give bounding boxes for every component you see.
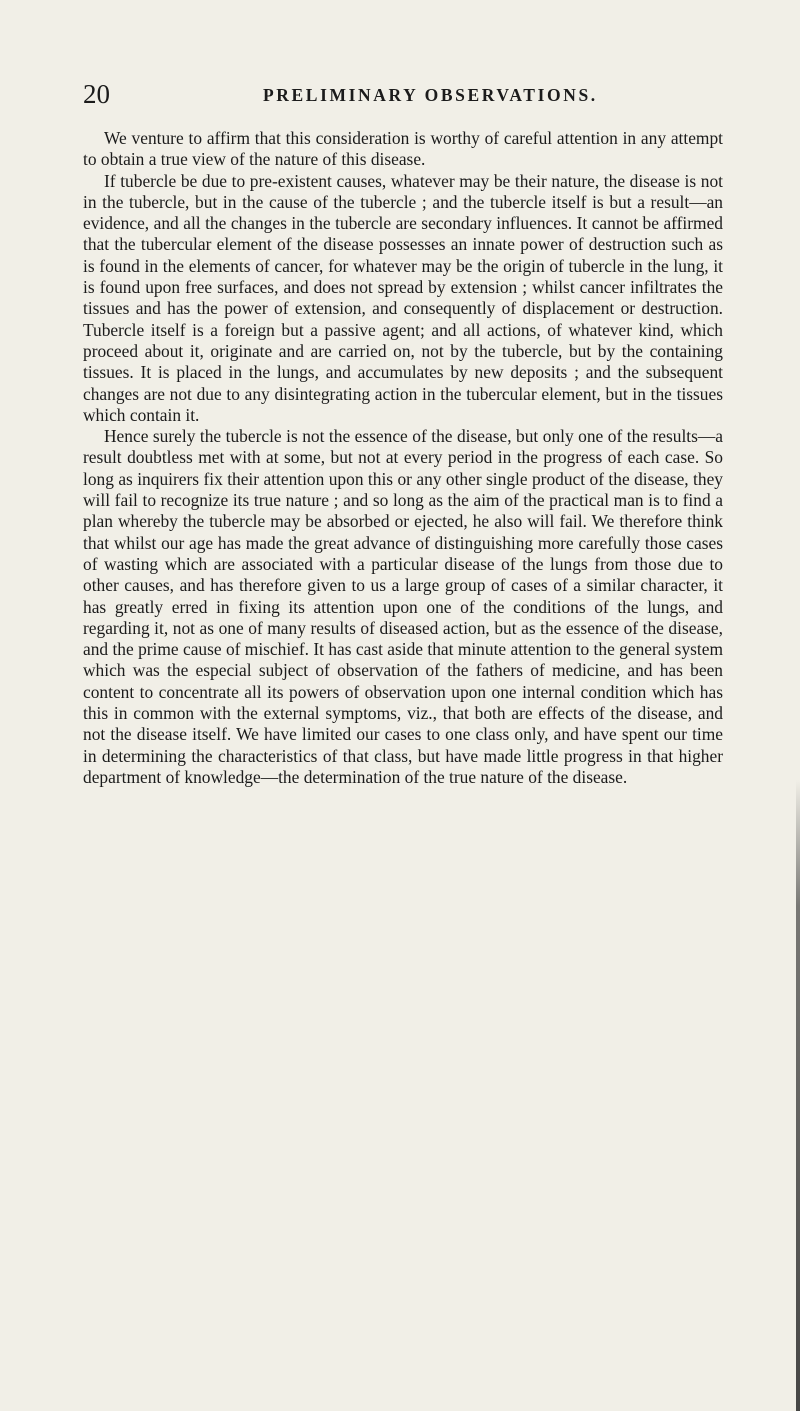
paragraph-1: We venture to affirm that this consideration is worthy of careful attention in any attempt to obtain a true view of the nature of this disease. <box>83 128 723 170</box>
page-header <box>83 78 723 110</box>
body-text <box>83 128 723 788</box>
page-number: 20 <box>83 79 110 109</box>
paragraph-2: If tubercle be due to pre-existent causes, whatever may be their nature, the disease is not in the tubercle, but in the cause of the tubercle ; and the tubercle itself is but a result—an evidence, and all the changes in the tubercle are secondary influences. It cannot be affirmed that the tubercular element of the disease possesses an innate power of destruction such as is found in the elements of cancer, for whatever may be the origin of tubercle in the lung, it is found upon free surfaces, and does not spread by extension ; whilst cancer infiltrates the tissues and has the power of extension, and consequently of displacement or destruction. Tubercle itself is a foreign but a passive agent; and all actions, of whatever kind, which proceed about it, originate and are carried on, not by the tubercle, but by the containing tissues. It is placed in the lungs, and accumulates by new deposits ; and the subsequent changes are not due to any disintegrating action in the tubercular element, but in the tissues which contain it. <box>83 170 723 425</box>
page-edge-shadow <box>796 780 800 1411</box>
running-head: PRELIMINARY OBSERVATIONS. <box>263 85 598 105</box>
paragraph-3: Hence surely the tubercle is not the essence of the disease, but only one of the results—a result doubtless met with at some, but not at every period in the progress of each case. So long as inquirers fix their attention upon this or any other single product of the disease, they will fail to recognize its true nature ; and so long as the aim of the practical man is to find a plan whereby the tubercle may be absorbed or ejected, he also will fail. We therefore think that whilst our age has made the great advance of distinguishing more carefully those cases of wasting which are associated with a particular disease of the lungs from those due to other causes, and has therefore given to us a large group of cases of a similar character, it has greatly erred in fixing its attention upon one of the conditions of the lungs, and regarding it, not as one of many results of diseased action, but as the essence of the disease, and the prime cause of mischief. It has cast aside that minute attention to the general system which was the especial subject of observation of the fathers of medicine, and has been content to concentrate all its powers of observation upon one internal condition which has this in common with the external symptoms, viz., that both are effects of the disease, and not the disease itself. We have limited our cases to one class only, and have spent our time in determining the characteristics of that class, but have made little progress in that higher department of knowledge—the determination of the true nature of the disease. <box>83 426 723 787</box>
